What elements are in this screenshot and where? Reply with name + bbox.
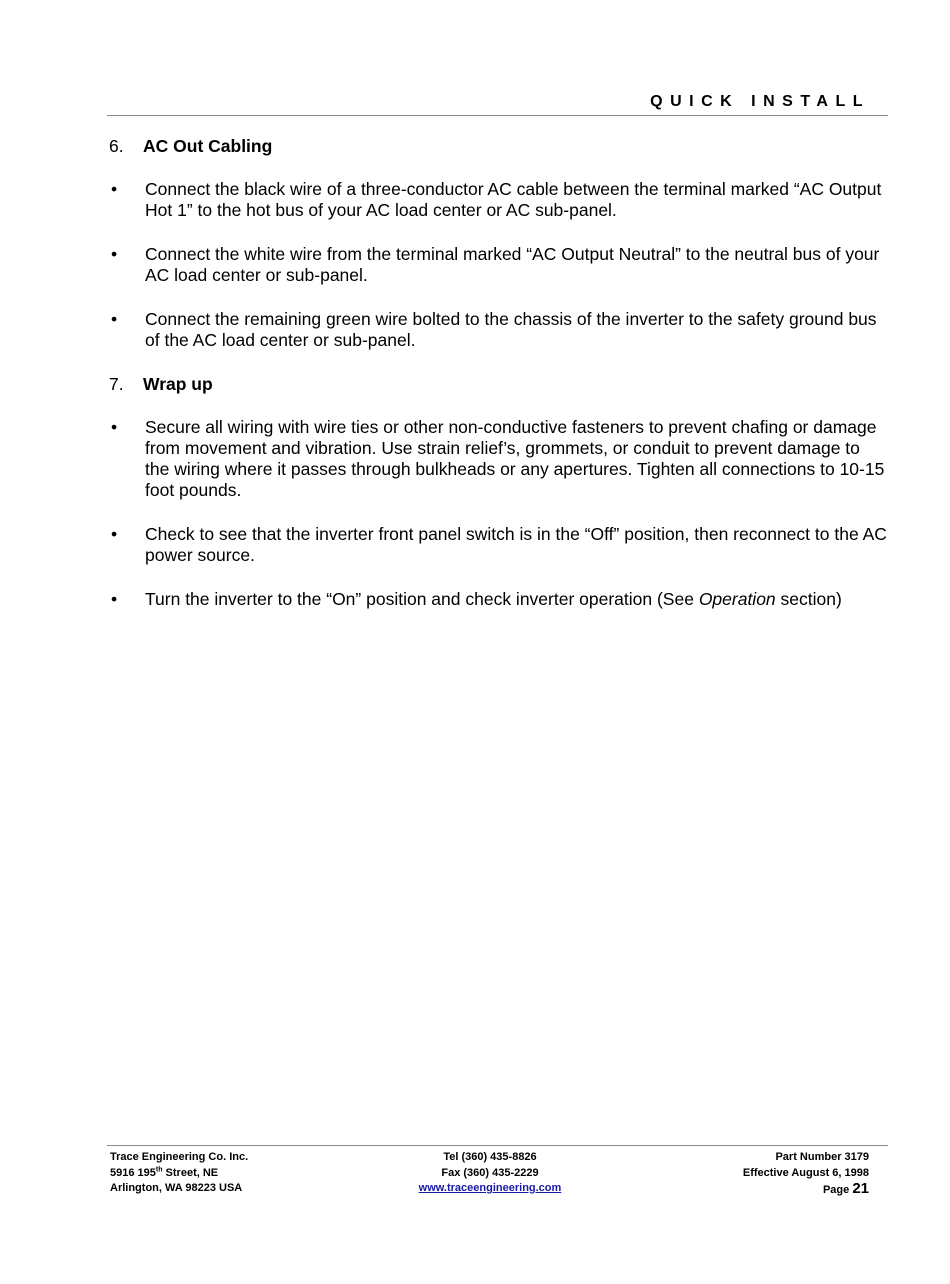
section-number: 7.: [109, 374, 124, 394]
company-name: Trace Engineering Co. Inc.: [110, 1151, 249, 1163]
effective-date: Effective August 6, 1998: [742, 1166, 869, 1179]
footer-document-info: [743, 1150, 869, 1199]
bullet-icon: •: [111, 524, 118, 544]
list-item: [109, 417, 889, 501]
bullet-icon: •: [111, 589, 118, 609]
list-item: [109, 179, 889, 221]
text-run: section): [775, 589, 842, 609]
list-item-text: Connect the black wire of a three-conductor AC cable between the terminal marked “AC Output Hot 1” to the hot bus of your AC load center or AC sub-panel.: [145, 179, 882, 220]
part-number: Part Number 3179: [775, 1151, 869, 1163]
list-item-text: Check to see that the inverter front panel switch is in the “Off” position, then reconnect to the AC power source.: [145, 524, 887, 565]
list-item-text: [145, 589, 889, 610]
website-link[interactable]: www.traceengineering.com: [418, 1182, 562, 1194]
list-item-text: Connect the remaining green wire bolted to the chassis of the inverter to the safety ground bus of the AC load center or sub-panel.: [145, 309, 877, 350]
list-item: [109, 309, 889, 351]
page-indicator: [743, 1181, 869, 1199]
bullet-icon: •: [111, 417, 118, 437]
page-body: [109, 136, 889, 633]
street-name: Street, NE: [162, 1166, 219, 1179]
bullet-icon: •: [111, 309, 118, 329]
footer-contact: [380, 1150, 600, 1197]
list-item: [109, 244, 889, 286]
running-header: QUICK INSTALL: [650, 93, 870, 110]
page-number: 21: [852, 1180, 869, 1197]
page-label: Page: [822, 1184, 850, 1196]
list-item: [109, 524, 889, 566]
fax-number: Fax (360) 435-2229: [441, 1166, 539, 1179]
footer-divider: [107, 1145, 888, 1146]
header-divider: [107, 115, 888, 116]
section-number: 6.: [109, 136, 124, 156]
city-line: Arlington, WA 98223 USA: [110, 1182, 243, 1194]
list-item: [109, 589, 889, 610]
section-heading-wrap-up: [109, 374, 889, 395]
section-title: Wrap up: [143, 374, 213, 394]
section-title: AC Out Cabling: [143, 136, 273, 156]
emphasis-operation: Operation: [698, 589, 776, 609]
phone-number: Tel (360) 435-8826: [443, 1151, 537, 1163]
street-suffix: th: [155, 1165, 163, 1173]
bullet-icon: •: [111, 244, 118, 264]
list-item-text: Connect the white wire from the terminal marked “AC Output Neutral” to the neutral bus of your AC load center or sub-panel.: [145, 244, 880, 285]
section-heading-ac-out-cabling: [109, 136, 889, 157]
list-item-text: Secure all wiring with wire ties or other non-conductive fasteners to prevent chafing or damage from movement and vibration. Use strain relief’s, grommets, or conduit to prevent damage to the wiring where it passes through bulkheads or any apertures. Tighten all connections to 10-15 foot pounds.: [145, 417, 885, 500]
street-number: 5916 195: [110, 1166, 156, 1179]
footer-address: [110, 1150, 248, 1197]
bullet-icon: •: [111, 179, 118, 199]
street-address: [110, 1166, 248, 1182]
text-run: Turn the inverter to the “On” position and check inverter operation (See: [145, 589, 699, 609]
